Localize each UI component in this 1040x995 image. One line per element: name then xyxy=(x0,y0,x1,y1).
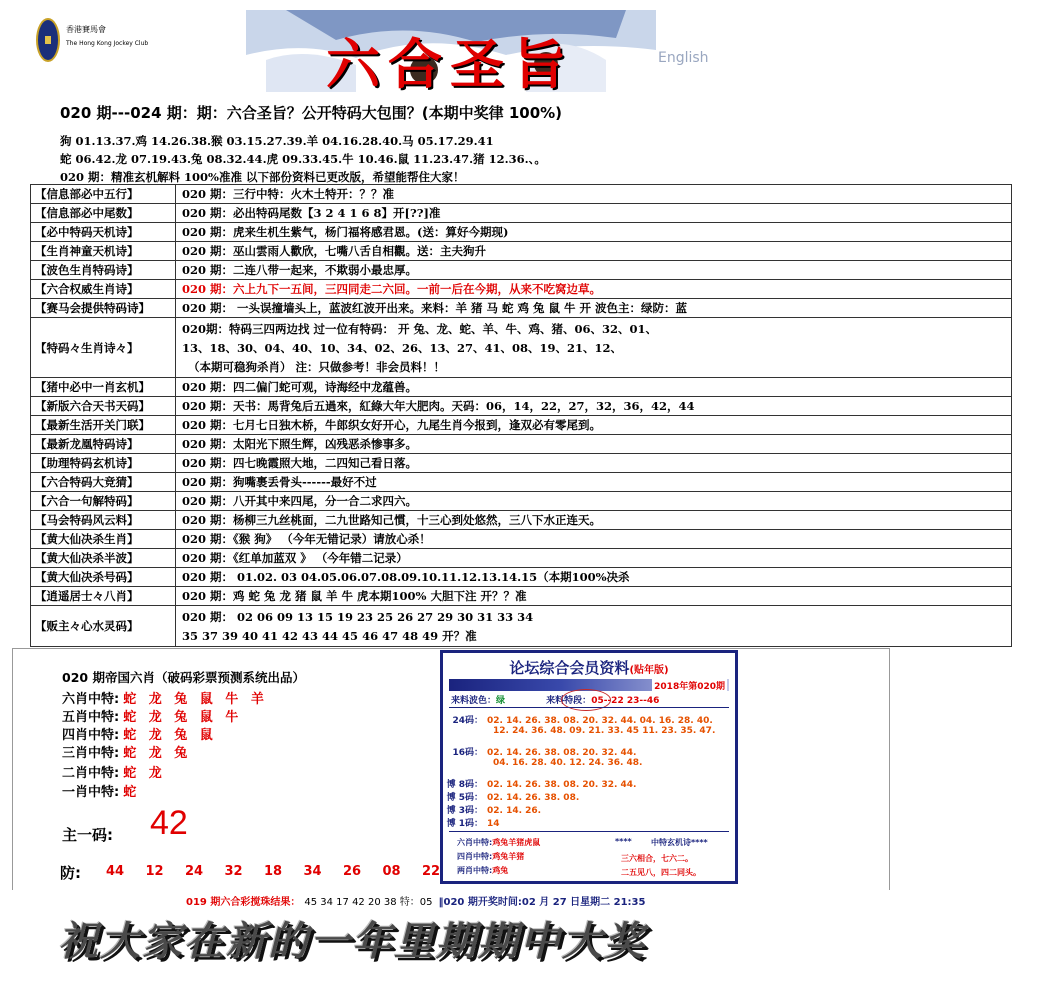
row-label: 【逍遥居士々八肖】 xyxy=(31,587,176,606)
row-value: 020 期：太阳光下照生辉，凶残恶杀惨事多。 xyxy=(176,435,1012,454)
row-value: 020 期：六上九下一五间，三四同走二六回。一前一后在今期，从来不吃窝边草。 xyxy=(176,280,1012,299)
jockey-club-logo[interactable] xyxy=(36,16,156,66)
card-row-key: 博 3码： xyxy=(446,806,483,816)
fang-number: 24 xyxy=(185,864,204,879)
row-label: 【猪中必中一肖玄机】 xyxy=(31,378,176,397)
card-row-16 xyxy=(445,745,636,758)
card-row-key: 博 1码： xyxy=(446,819,483,829)
table-row xyxy=(31,261,1012,280)
last-draw-label: 019 期六合彩搅珠结果： xyxy=(186,897,301,908)
one-xiao-value: 蛇 xyxy=(123,785,141,800)
page-headline: 020 期---024 期：期：六合圣旨？公开特码大包围？(本期中奖律 100%) xyxy=(60,104,563,122)
four-xiao-row xyxy=(62,724,217,743)
row-value: 020 期：二连八带一起来，不欺弱小最忠厚。 xyxy=(176,261,1012,280)
empire-title: 020 期帝国六肖（破码彩票预测系统出品） xyxy=(62,670,305,685)
table-row xyxy=(31,242,1012,261)
row-label: 【波色生肖特码诗】 xyxy=(31,261,176,280)
card-divider xyxy=(449,831,729,832)
card-row-b5 xyxy=(445,790,579,803)
four-xiao-label: 四肖中特: xyxy=(62,728,120,743)
card-foot-3 xyxy=(457,865,508,876)
row-label: 【六合权威生肖诗】 xyxy=(31,280,176,299)
row-value: 020 期： 一头误撞墙头上，蓝波红波开出来。来料：羊 猪 马 蛇 鸡 兔 鼠 牛 开 波色主：绿防：蓝 xyxy=(176,299,1012,318)
table-row xyxy=(31,530,1012,549)
row-label: 【最新龙凰特码诗】 xyxy=(31,435,176,454)
row-value: 020 期： 01.02. 03 04.05.06.07.08.09.10.11.12.13.14.15（本期100%决杀 xyxy=(176,568,1012,587)
row-value: 020 期：必出特码尾数【3 2 4 1 6 8】开[??]准 xyxy=(176,204,1012,223)
draw-result-line xyxy=(186,893,645,908)
card-info-line xyxy=(451,693,659,706)
english-link[interactable]: English xyxy=(658,50,709,66)
three-xiao-label: 三肖中特: xyxy=(62,746,120,761)
table-row xyxy=(31,511,1012,530)
row-label: 【特码々生肖诗々】 xyxy=(31,318,176,378)
zodiac-line-2: 蛇 06.42.龙 07.19.43.兔 08.32.44.虎 09.33.45.牛 10.46.鼠 11.23.47.猪 12.36.、。 xyxy=(60,152,546,166)
table-row xyxy=(31,185,1012,204)
table-row xyxy=(31,204,1012,223)
row-value: 020 期：巫山雲雨人歡欣，七嘴八舌自相觀。送：主夫狗升 xyxy=(176,242,1012,261)
logo-en-text: The Hong Kong Jockey Club xyxy=(66,40,149,47)
fang-number: 26 xyxy=(343,864,362,879)
main-code-label: 主一码: xyxy=(62,826,113,844)
table-row xyxy=(31,416,1012,435)
row-label: 【最新生活开关门联】 xyxy=(31,416,176,435)
card-row-24-cont: 12. 24. 36. 48. 09. 21. 33. 45 11. 23. 35. 47. xyxy=(493,726,716,736)
fang-number: 12 xyxy=(145,864,164,879)
row-label: 【生肖神童天机诗】 xyxy=(31,242,176,261)
row-label: 【黄大仙决杀号码】 xyxy=(31,568,176,587)
fang-number: 32 xyxy=(224,864,243,879)
fang-number: 18 xyxy=(264,864,283,879)
row-value: 020 期：虎来生机生紫气，杨门福将感君恩。(送：算好今期现) xyxy=(176,223,1012,242)
card-title-text: 论坛综合会员资料 xyxy=(509,659,630,677)
four-xiao-value: 蛇 龙 兔 鼠 xyxy=(123,728,217,743)
fang-number: 34 xyxy=(303,864,322,879)
two-xiao-row xyxy=(62,762,166,781)
row-label: 【信息部必中五行】 xyxy=(31,185,176,204)
card-poem-title: 中特玄机诗**** xyxy=(651,838,708,847)
card-row-24 xyxy=(445,713,713,726)
table-row xyxy=(31,568,1012,587)
table-row xyxy=(31,606,1012,647)
fang-number: 08 xyxy=(382,864,401,879)
table-row xyxy=(31,378,1012,397)
row-value: 020 期：狗嘴裹丢骨头------最好不过 xyxy=(176,473,1012,492)
row-label: 【黄大仙决杀生肖】 xyxy=(31,530,176,549)
three-xiao-row xyxy=(62,742,191,761)
three-xiao-value: 蛇 龙 兔 xyxy=(123,746,192,761)
card-poem-line-1: 三六相合，七六二。 xyxy=(621,854,693,863)
card-foot-2 xyxy=(457,851,524,862)
card-segment-label: 来料特段： xyxy=(546,696,592,706)
card-segment-value: 05--22 23--46 xyxy=(591,696,660,706)
card-row-key: 博 5码： xyxy=(446,793,483,803)
card-row-value: 02. 14. 26. 38. 08. 20. 32. 44. xyxy=(487,748,637,758)
zodiac-line-1: 狗 01.13.37.鸡 14.26.38.猴 03.15.27.39.羊 04.16.28.40.马 05.17.29.41 xyxy=(60,134,494,148)
card-foot-value: 鸡兔羊猪 xyxy=(492,852,525,861)
two-xiao-value: 蛇 龙 xyxy=(123,766,166,781)
row-value xyxy=(176,318,1012,378)
card-row-key: 16码： xyxy=(452,748,483,758)
row-value: 020 期：《红单加蓝双 》 （今年错二记录） xyxy=(176,549,1012,568)
fang-numbers xyxy=(106,864,462,879)
table-row xyxy=(31,473,1012,492)
card-foot-1 xyxy=(457,837,540,848)
card-stars: **** xyxy=(615,837,632,846)
row-label: 【信息部必中尾数】 xyxy=(31,204,176,223)
forum-member-card xyxy=(440,650,738,884)
card-row-value: 02. 14. 26. 38. 08. xyxy=(487,793,580,803)
card-poem-line-2: 二五见八，四二同头。 xyxy=(621,868,701,877)
logo-zh-text: 香港賽馬會 xyxy=(66,25,106,34)
card-foot-key: 四肖中特: xyxy=(457,852,493,861)
card-row-value: 02. 14. 26. 38. 08. 20. 32. 44. xyxy=(487,780,637,790)
card-row-b3 xyxy=(445,803,541,816)
card-foot-value: 鸡兔 xyxy=(492,866,509,875)
row-label: 【必中特码天机诗】 xyxy=(31,223,176,242)
card-row-value: 14 xyxy=(487,819,500,829)
row-value: 020 期：四二偏门蛇可观，诗海经中龙蕴兽。 xyxy=(176,378,1012,397)
row-label: 【黄大仙决杀半波】 xyxy=(31,549,176,568)
zodiac-line-3: 020 期：精准玄机解料 100%准准 以下部份资料已更改版，希望能帮住大家！ xyxy=(60,170,465,184)
card-foot-key: 两肖中特: xyxy=(457,866,493,875)
six-xiao-row xyxy=(62,688,268,707)
row-label: 【六合特码大竞猜】 xyxy=(31,473,176,492)
row-value xyxy=(176,606,1012,647)
row-value: 020 期：八开其中来四尾，分一合二求四六。 xyxy=(176,492,1012,511)
row-label: 【贩主々心水灵码】 xyxy=(31,606,176,647)
table-row xyxy=(31,397,1012,416)
card-title-tag: (贴年版) xyxy=(629,665,669,676)
card-color-value: 绿 xyxy=(496,696,506,706)
row-value: 020 期：三行中特：火木土特开：？？准 xyxy=(176,185,1012,204)
card-row-b8 xyxy=(445,777,636,790)
card-title xyxy=(443,657,735,678)
card-row-16-cont: 04. 16. 28. 40. 12. 24. 36. 48. xyxy=(493,758,643,768)
table-row xyxy=(31,223,1012,242)
table-row xyxy=(31,454,1012,473)
banner xyxy=(246,10,656,96)
last-draw-numbers: 45 34 17 42 20 38 特：05 xyxy=(304,897,433,908)
row-value: 020 期：杨柳三九丝桃面，二九世路知己慣，十三心到处悠然，三八下水正连天。 xyxy=(176,511,1012,530)
table-row xyxy=(31,318,1012,378)
row-label: 【赛马会提供特码诗】 xyxy=(31,299,176,318)
next-draw-time: ‖020 期开奖时间:02 月 27 日星期二 21:35 xyxy=(438,897,646,908)
card-color-label: 来料波色： xyxy=(451,696,497,706)
banner-title: 六合圣旨 xyxy=(326,32,574,96)
card-period: 2018年第020期 xyxy=(652,679,727,692)
row-label: 【新版六合天书天码】 xyxy=(31,397,176,416)
fang-number: 44 xyxy=(106,864,125,879)
card-foot-value: 鸡兔羊猪虎鼠 xyxy=(492,838,541,847)
card-row-key: 博 8码： xyxy=(446,780,483,790)
fang-number: 22 xyxy=(422,864,441,879)
row-value-line: 020期：特码三四两边找 过一位有特码： 开 兔、龙、蛇、羊、牛、鸡、猪、06、32、01、 xyxy=(182,322,658,336)
table-row xyxy=(31,492,1012,511)
table-row xyxy=(31,280,1012,299)
row-value: 020 期：七月七日独木桥，牛郎织女好开心，九尾生肖今报到，逢双必有零尾到。 xyxy=(176,416,1012,435)
six-xiao-value: 蛇 龙 兔 鼠 牛 羊 xyxy=(123,692,268,707)
one-xiao-label: 一肖中特: xyxy=(62,785,120,800)
table-row xyxy=(31,549,1012,568)
row-value-line: 020 期： 02 06 09 13 15 19 23 25 26 27 29 30 31 33 34 xyxy=(182,610,534,624)
row-value: 020 期：天书：馬背兔后五過來，紅綠大年大肥肉。天码：06，14，22，27，32，36，42，44 xyxy=(176,397,1012,416)
card-foot-key: 六肖中特: xyxy=(457,838,493,847)
row-value: 020 期：四七晚霞照大地，二四知己看日落。 xyxy=(176,454,1012,473)
two-xiao-label: 二肖中特: xyxy=(62,766,120,781)
row-label: 【马会特码风云料】 xyxy=(31,511,176,530)
main-code-value: 42 xyxy=(150,804,188,842)
row-value: 020 期：《猴 狗》 （今年无错记录）请放心杀！ xyxy=(176,530,1012,549)
card-divider xyxy=(449,707,729,708)
row-value-line: 13、18、30、04、40、10、34、02、26、13、27、41、08、19、21、12、 xyxy=(182,341,623,355)
fang-label: 防: xyxy=(60,864,81,882)
row-label: 【助理特码玄机诗】 xyxy=(31,454,176,473)
table-row xyxy=(31,299,1012,318)
five-xiao-row xyxy=(62,706,242,725)
bottom-slogan: 祝大家在新的一年里期期中大奖 xyxy=(58,919,646,965)
table-row xyxy=(31,435,1012,454)
card-row-key: 24码： xyxy=(452,716,483,726)
one-xiao-row xyxy=(62,781,140,800)
five-xiao-value: 蛇 龙 兔 鼠 牛 xyxy=(123,710,243,725)
row-value: 020 期：鸡 蛇 兔 龙 猪 鼠 羊 牛 虎本期100% 大胆下注 开？？准 xyxy=(176,587,1012,606)
card-row-b1 xyxy=(445,816,500,829)
card-row-value: 02. 14. 26. xyxy=(487,806,542,816)
row-label: 【六合一句解特码】 xyxy=(31,492,176,511)
table-row xyxy=(31,587,1012,606)
row-value-line: 35 37 39 40 41 42 43 44 45 46 47 48 49 开？准 xyxy=(182,629,477,643)
card-row-value: 02. 14. 26. 38. 08. 20. 32. 44. 04. 16. 28. 40. xyxy=(487,716,713,726)
prediction-table xyxy=(30,184,1012,647)
jockey-club-emblem-icon xyxy=(36,18,60,62)
row-value-line: （本期可稳狗杀肖） 注：只做参考！非会员料！！ xyxy=(188,360,446,374)
six-xiao-label: 六肖中特: xyxy=(62,692,120,707)
five-xiao-label: 五肖中特: xyxy=(62,710,120,725)
